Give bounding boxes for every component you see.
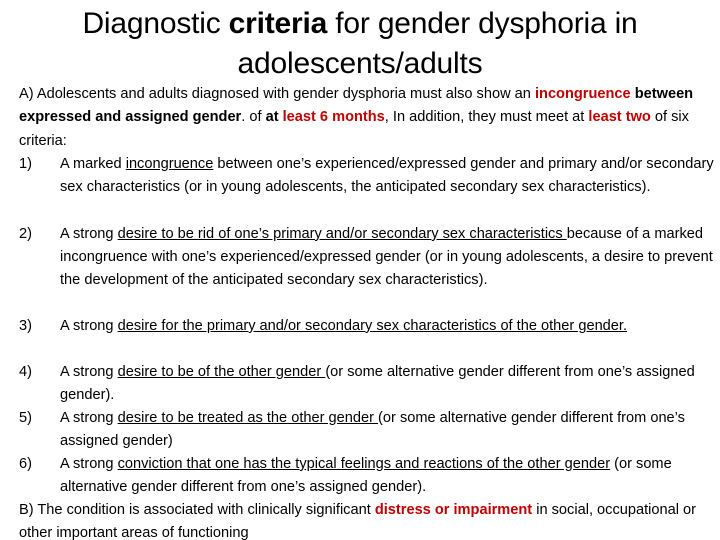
title-line-1 [0,4,720,44]
criterion-item [19,153,715,223]
title-suffix: for gender dysphoria in [327,7,638,40]
criterion-number: 4) [19,363,32,380]
criterion-number: 6) [19,455,32,472]
criterion-key-phrase: desire to be of the other gender [117,363,326,380]
intro-text-d: . of [241,109,266,126]
criterion-item [19,453,715,499]
criterion-item [19,315,715,361]
criterion-text-a: A strong [60,363,118,380]
criterion-text-b: between one’s experienced/expressed gender and primary and/or secondary sex characteristics (or in young adolescents, the anticipated secondary sex characteristics). [60,155,714,196]
outro-paragraph [19,499,715,540]
criteria-body [19,83,715,540]
criterion-key-phrase: conviction that one has the typical feelings and reactions of the other gender [117,455,611,472]
intro-text-g: , In addition, they must meet at [384,109,589,126]
page-title [0,4,720,84]
criterion-key-phrase: desire to be treated as the other gender [117,409,379,426]
criterion-text-a: A marked [60,155,126,172]
intro-text-a: A) Adolescents and adults diagnosed with gender dysphoria must also show an [19,86,535,102]
intro-incongruence: incongruence [534,86,631,102]
outro-text-a: B) The condition is associated with clinically significant [19,501,375,518]
criterion-key-phrase: desire to be rid of one’s primary and/or secondary sex characteristics [117,225,567,242]
criterion-text-a: A strong [60,409,118,426]
outro-text-c: in social, occupational or other important areas of functioning [19,501,697,540]
criterion-key-phrase: desire for the primary and/or secondary sex characteristics of the other gender. [117,317,628,334]
intro-text-e: at [265,109,283,126]
criterion-number: 2) [19,225,32,242]
title-bold-word: criteria [228,7,328,40]
criterion-item [19,361,715,407]
criterion-item [19,407,715,453]
intro-six-months: least 6 months [282,109,385,126]
criterion-text-a: A strong [60,225,118,242]
criterion-key-phrase: incongruence [125,155,214,172]
intro-expressed-assigned: between expressed and assigned gender [19,86,694,126]
intro-paragraph [19,83,715,153]
criterion-text-a: A strong [60,455,118,472]
criterion-item [19,223,715,315]
criterion-number: 1) [19,155,32,172]
title-line-2: adolescents/adults [237,47,483,80]
criterion-number: 5) [19,409,32,426]
criterion-text-a: A strong [60,317,118,334]
criterion-number: 3) [19,317,32,334]
criterion-text-b: (or some alternative gender different from one’s assigned gender). [60,455,672,496]
title-prefix: Diagnostic [82,7,229,40]
criterion-text-b: (or some alternative gender different from one’s assigned gender) [60,409,685,450]
intro-least-two: least two [588,109,651,126]
outro-distress-impairment: distress or impairment [374,501,533,518]
criterion-text-b: because of a marked incongruence with one’s experienced/expressed gender (or in young adolescents, a desire to prevent the development of the anticipated secondary sex characteristics). [60,225,713,289]
intro-text-i: of six criteria: [19,109,689,149]
criterion-text-b: (or some alternative gender different from one’s assigned gender). [60,363,695,404]
